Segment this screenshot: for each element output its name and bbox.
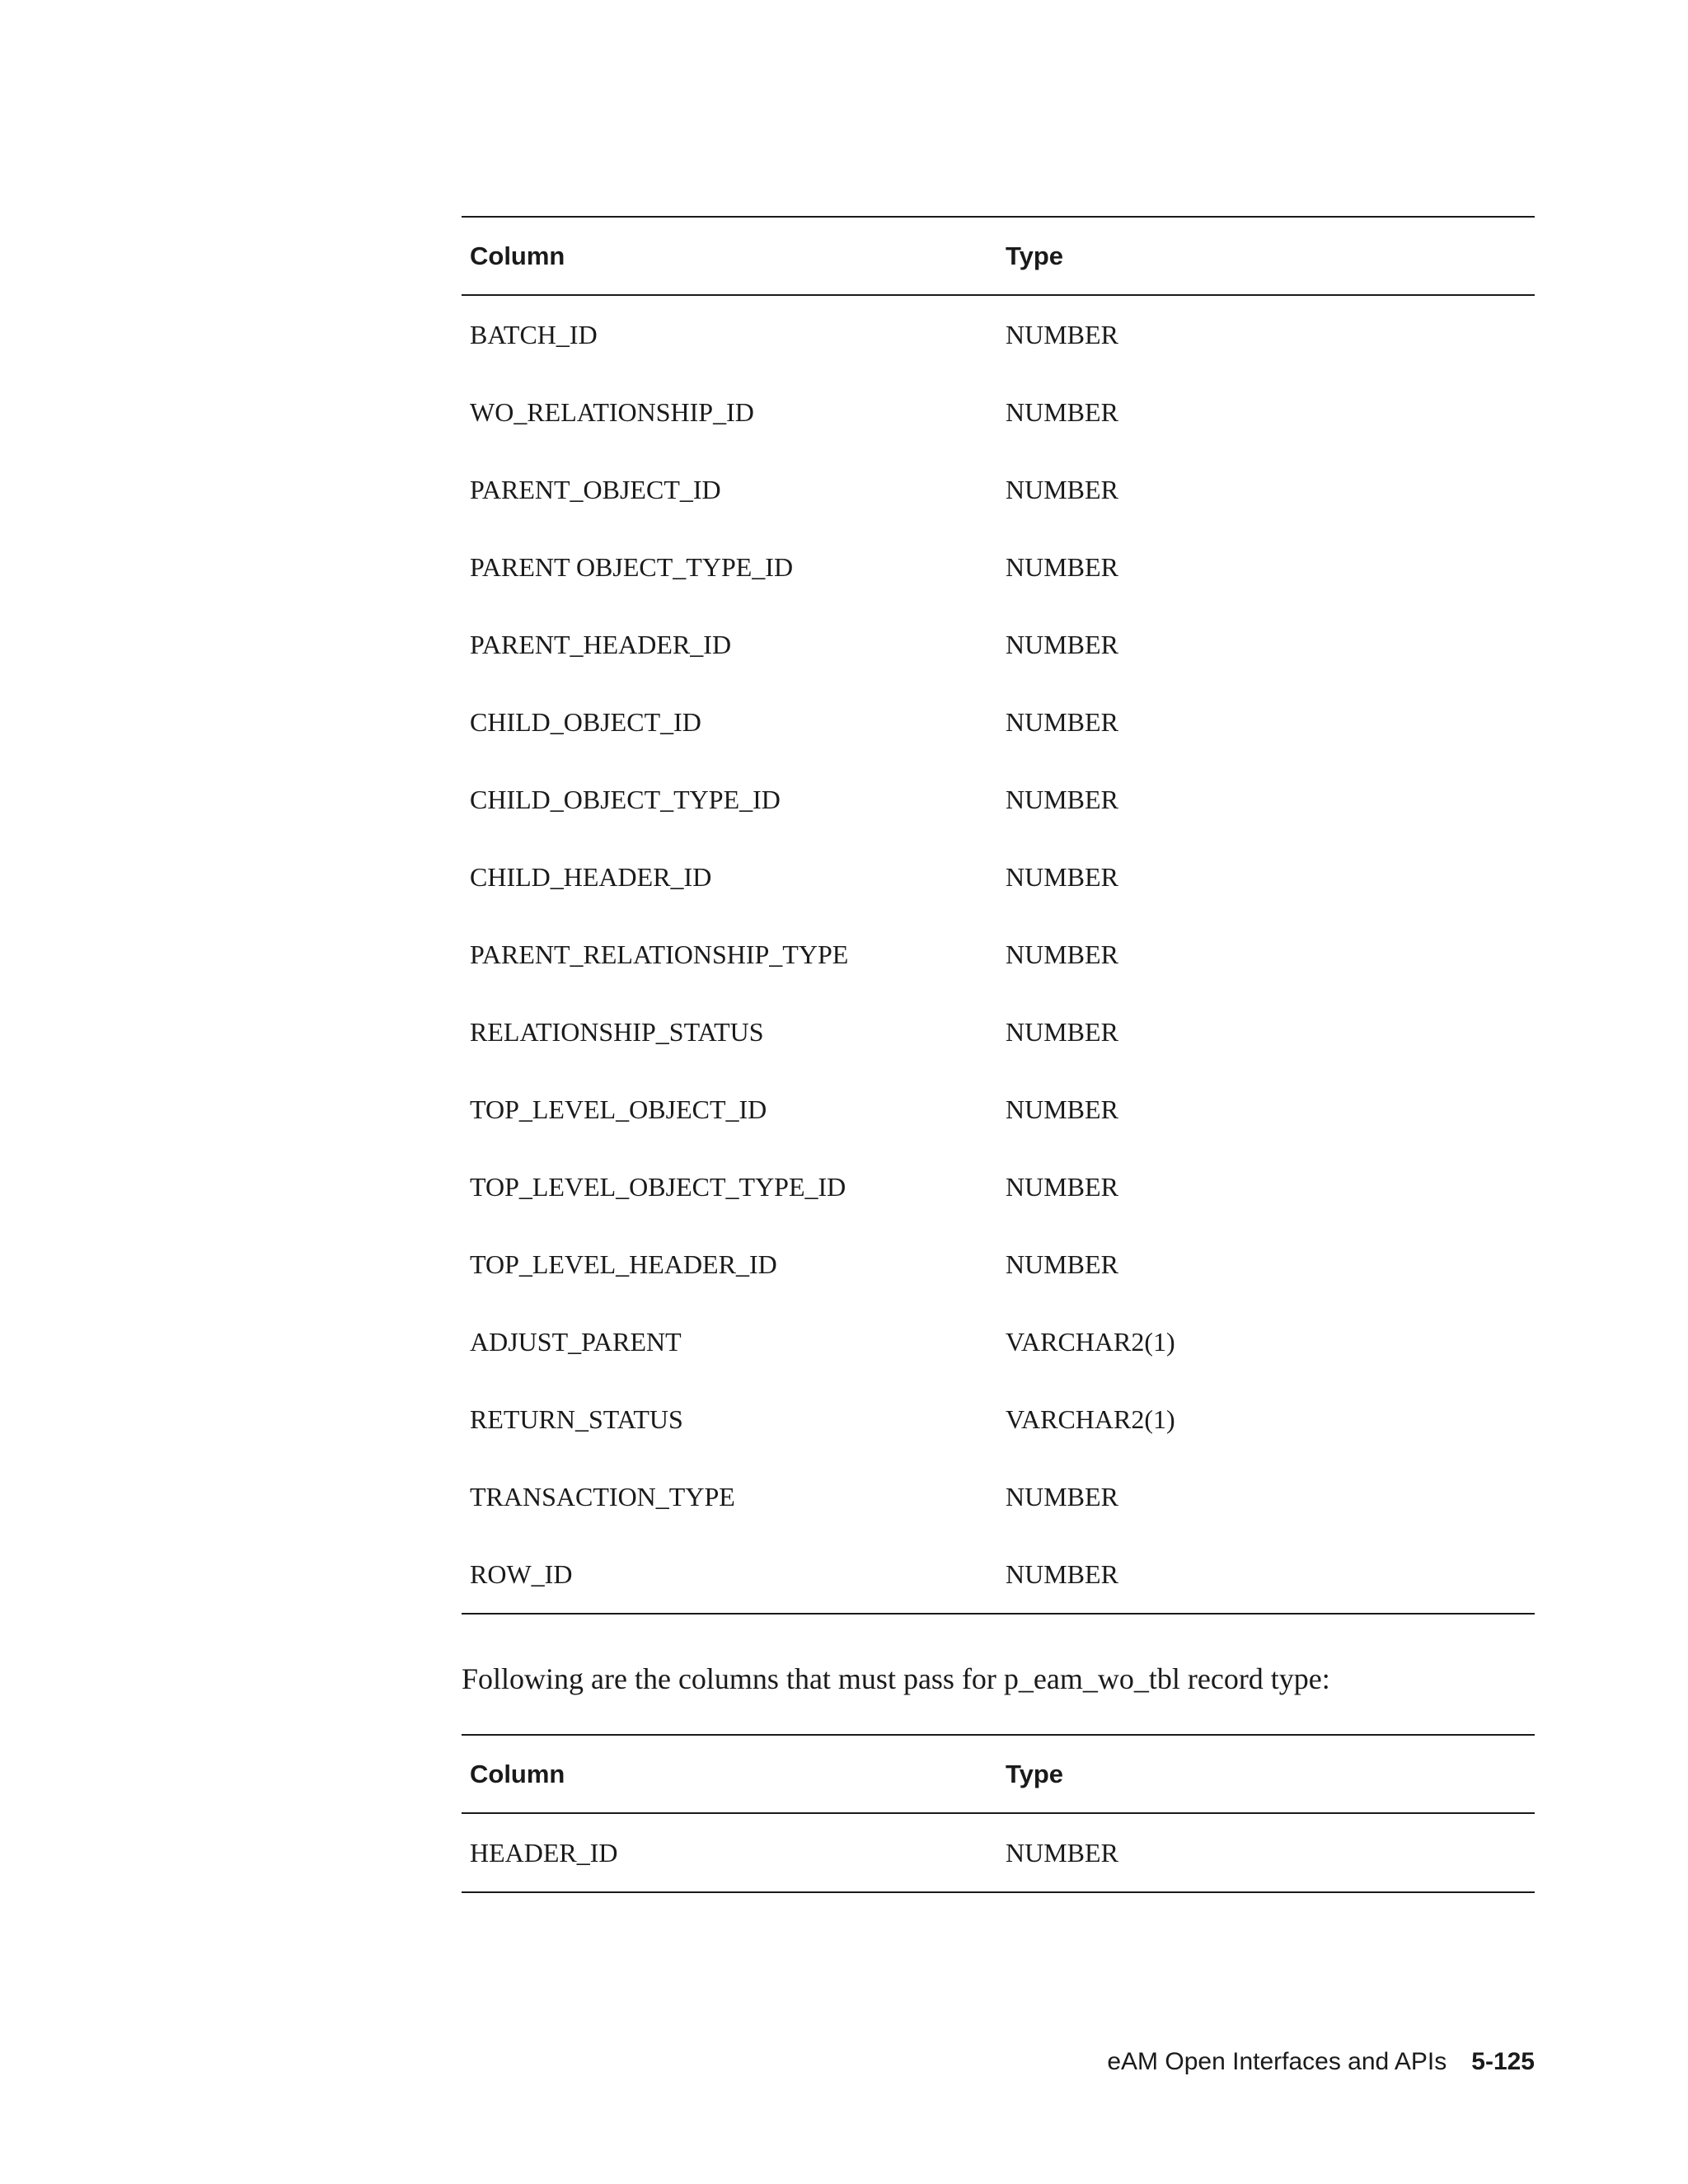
type-cell: NUMBER: [1006, 1171, 1118, 1202]
table-header-row: [462, 217, 1535, 295]
column-header: Column: [462, 1735, 997, 1813]
table-body: [462, 1813, 1535, 1892]
column-name-cell: TOP_LEVEL_OBJECT_ID: [470, 1094, 767, 1124]
type-cell: NUMBER: [997, 1535, 1535, 1614]
column-header: Column: [462, 217, 997, 295]
table-row: [462, 1458, 1535, 1535]
column-name-cell: TRANSACTION_TYPE: [470, 1481, 735, 1511]
table-row: [462, 916, 1535, 993]
table-row: [462, 761, 1535, 838]
column-name-cell: RELATIONSHIP_STATUS: [470, 1016, 764, 1047]
column-name-cell: ADJUST_PARENT: [470, 1326, 682, 1357]
type-cell: NUMBER: [1006, 706, 1118, 737]
column-name-cell: CHILD_HEADER_ID: [470, 861, 712, 892]
footer-title: eAM Open Interfaces and APIs: [1107, 2048, 1447, 2075]
column-name-cell: RETURN_STATUS: [470, 1404, 683, 1434]
table-row: [462, 838, 1535, 916]
type-cell: NUMBER: [1006, 629, 1118, 659]
table-row: [462, 606, 1535, 683]
table-row: [462, 1813, 1535, 1892]
type-cell: NUMBER: [997, 1813, 1535, 1892]
column-name-cell: PARENT_RELATIONSHIP_TYPE: [470, 939, 849, 969]
table-row: [462, 1303, 1535, 1380]
table-row: [462, 528, 1535, 606]
column-name-cell: BATCH_ID: [470, 319, 598, 349]
type-header: Type: [997, 217, 1535, 295]
type-cell: NUMBER: [1006, 551, 1118, 582]
type-cell: NUMBER: [1006, 474, 1118, 504]
column-name-cell: HEADER_ID: [462, 1813, 997, 1892]
type-cell: NUMBER: [1006, 1094, 1118, 1124]
column-name-cell: ROW_ID: [462, 1535, 997, 1614]
column-name-cell: CHILD_OBJECT_ID: [470, 706, 701, 737]
table-body: [462, 295, 1535, 1614]
column-name-cell: PARENT_HEADER_ID: [470, 629, 732, 659]
page-number: 5-125: [1471, 2048, 1535, 2075]
type-cell: VARCHAR2(1): [1006, 1404, 1175, 1434]
type-cell: NUMBER: [1006, 939, 1118, 969]
table-row: [462, 1226, 1535, 1303]
table-row: [462, 1535, 1535, 1614]
column-name-cell: CHILD_OBJECT_TYPE_ID: [470, 784, 781, 814]
table-row: [462, 451, 1535, 528]
table-row: [462, 1380, 1535, 1458]
type-cell: NUMBER: [1006, 1016, 1118, 1047]
column-name-cell: TOP_LEVEL_OBJECT_TYPE_ID: [470, 1171, 846, 1202]
table-header-row: [462, 1735, 1535, 1813]
type-cell: NUMBER: [1006, 861, 1118, 892]
column-name-cell: TOP_LEVEL_HEADER_ID: [470, 1249, 777, 1279]
column-name-cell: WO_RELATIONSHIP_ID: [470, 396, 754, 427]
type-cell: NUMBER: [1006, 1481, 1118, 1511]
type-header: Type: [997, 1735, 1535, 1813]
table-row: [462, 373, 1535, 451]
column-name-cell: PARENT_OBJECT_ID: [470, 474, 721, 504]
type-cell: NUMBER: [1006, 396, 1118, 427]
wo-tbl-column-type-table: [462, 1734, 1535, 1893]
page-footer: [1107, 2046, 1535, 2079]
body-paragraph: Following are the columns that must pass for p_eam_wo_tbl record type:: [462, 1662, 1330, 1695]
type-cell: NUMBER: [1006, 1249, 1118, 1279]
table-row: [462, 1148, 1535, 1226]
table-row: [462, 683, 1535, 761]
table-row: [462, 295, 1535, 373]
type-cell: NUMBER: [1006, 784, 1118, 814]
table-row: [462, 993, 1535, 1071]
column-type-table: [462, 216, 1535, 1615]
column-name-cell: PARENT OBJECT_TYPE_ID: [470, 551, 794, 582]
type-cell: NUMBER: [1006, 319, 1118, 349]
table-row: [462, 1071, 1535, 1148]
type-cell: VARCHAR2(1): [1006, 1326, 1175, 1357]
